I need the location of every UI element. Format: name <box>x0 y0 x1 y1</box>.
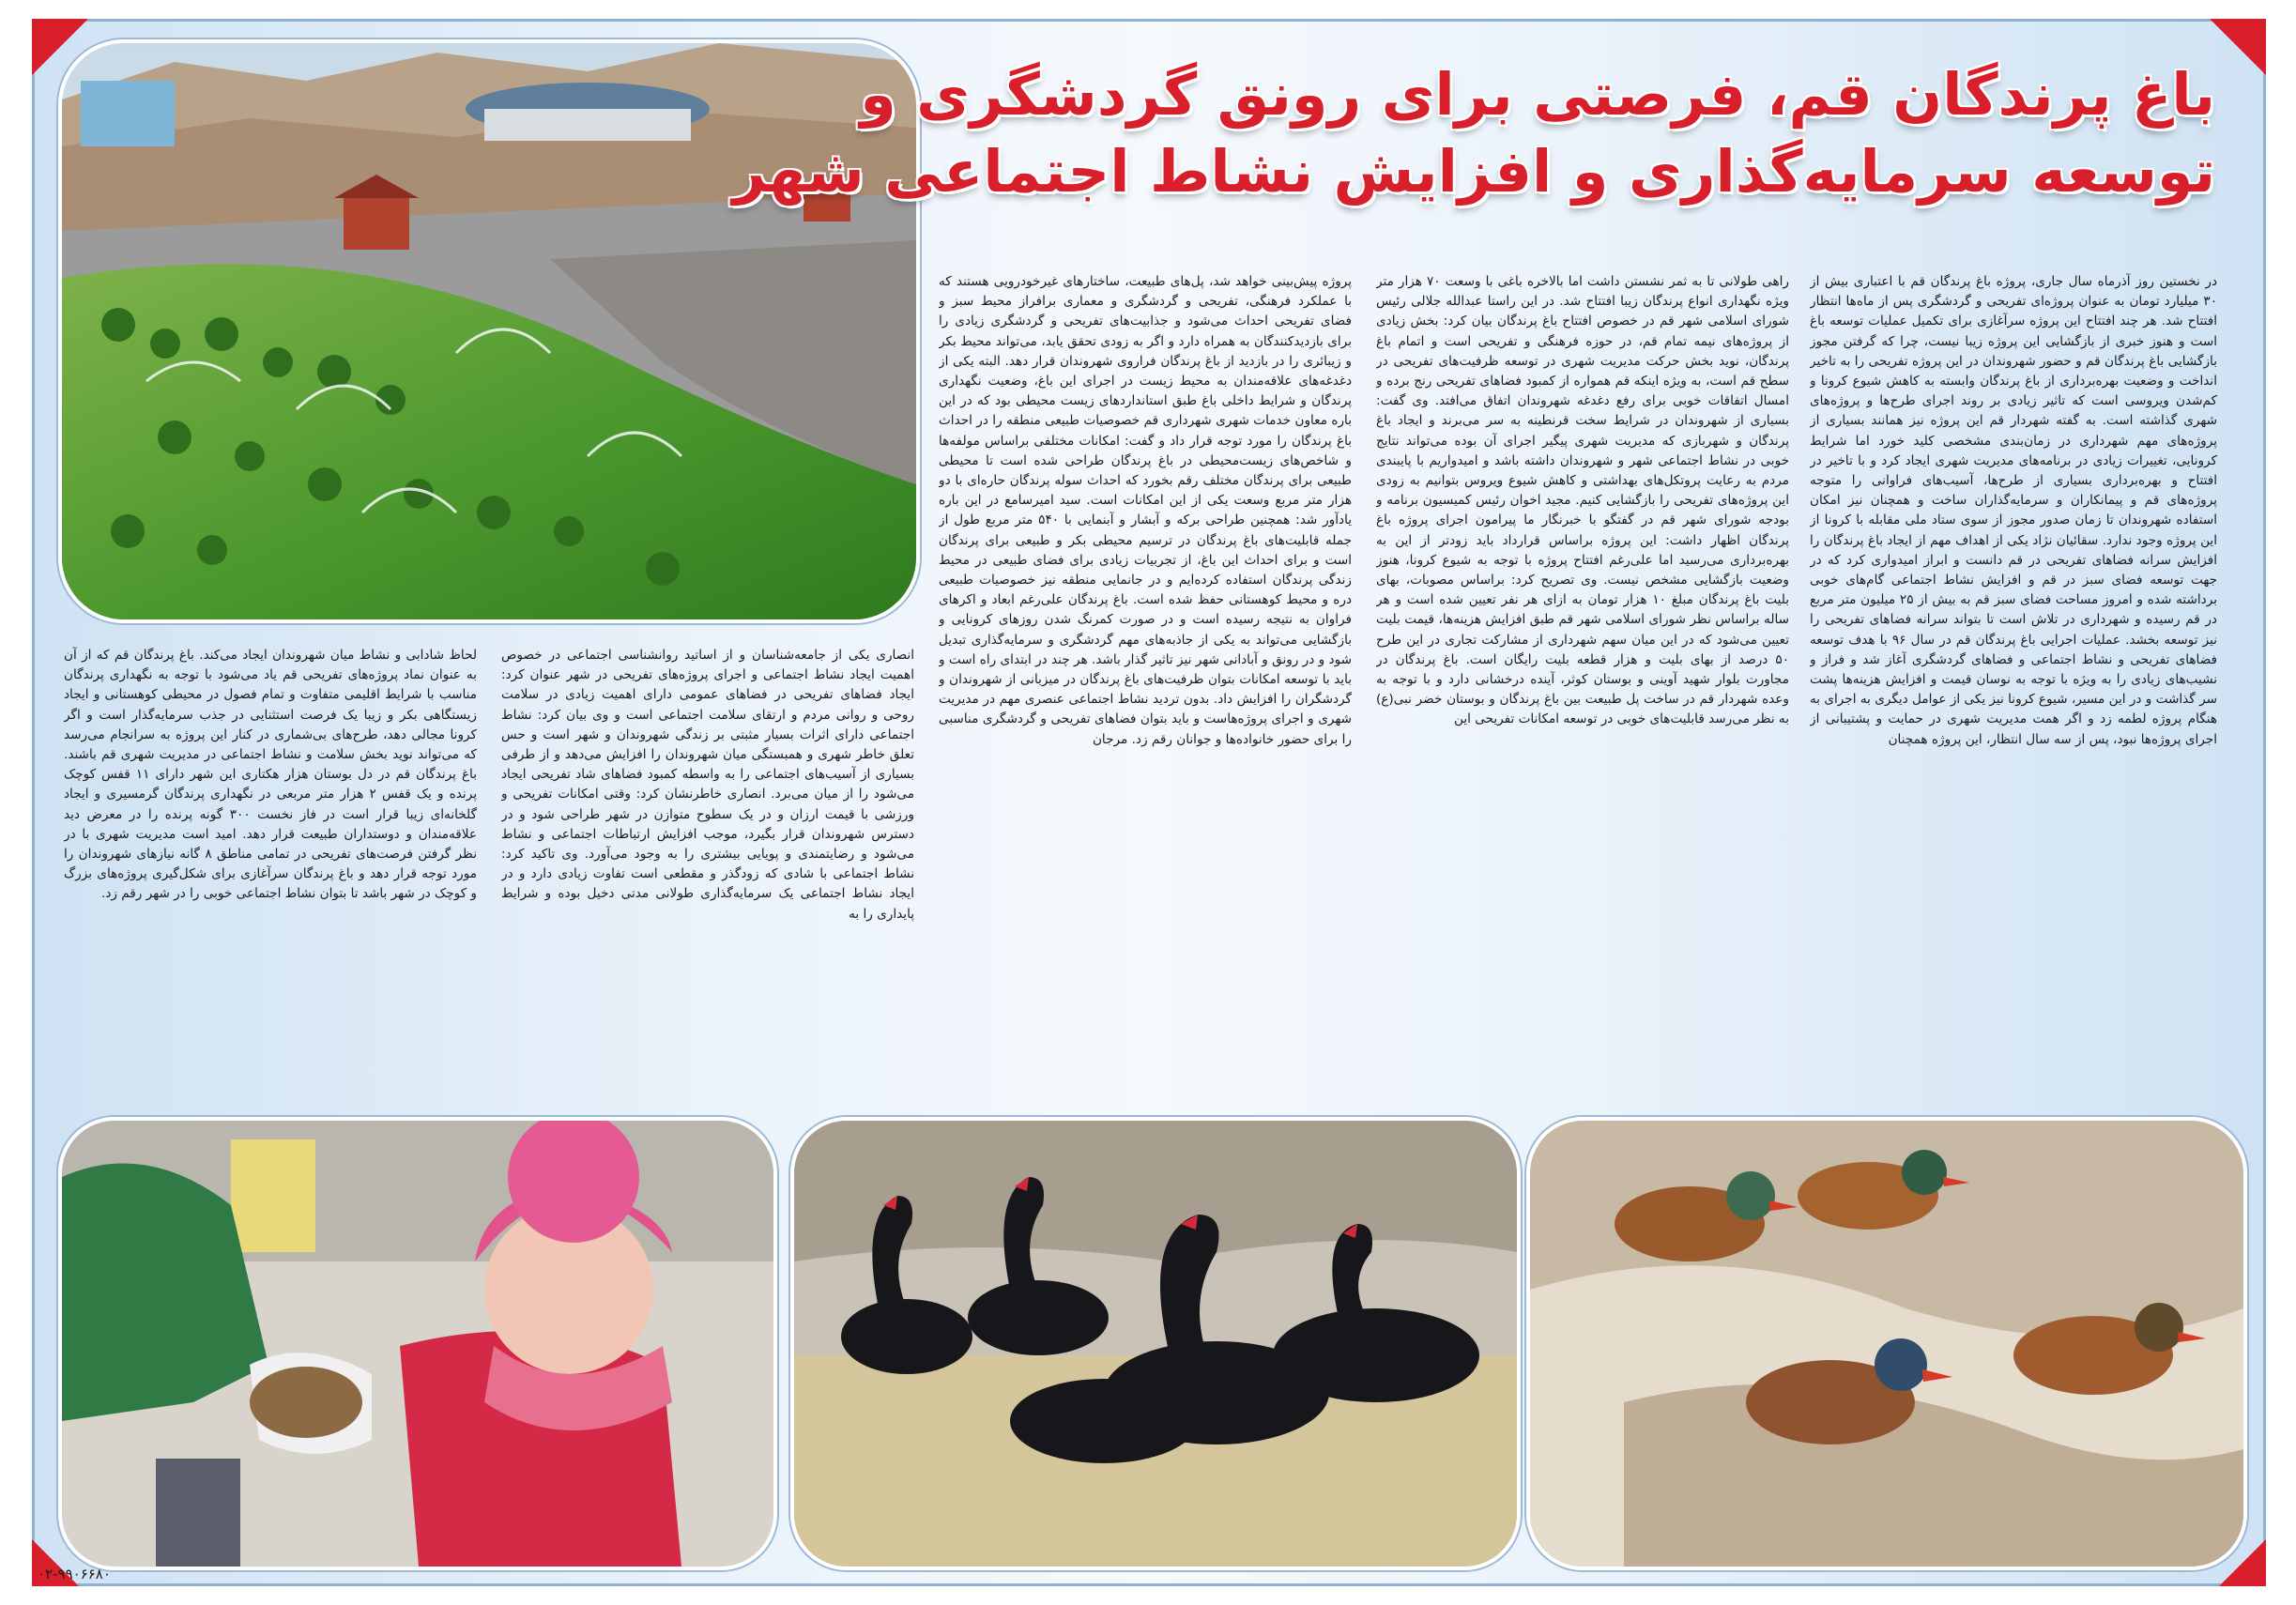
article-column-3: پروژه پیش‌بینی خواهد شد، پل‌های طبیعت، ساختارهای غیرخودرویی هستند که با عملکرد فرهنگی، تفریحی و گردشگری و معماری برافراز محیط سبز و فضای تفریحی احداث می‌شود و جذابیت‌های تفریحی و گردشگری زیادی را برای بازدیدکنندگان به همراه دارد و اگر به زودی تحقق یابد، می‌تواند محیط بکر و زیبائری را در بازدید از باغ پرندگان فراروی شهروندان قرار دهد. البته یکی از دغدغه‌های علاقه‌مندان به محیط زیست در اجرای این باغ، وضعیت نگهداری پرندگان و شرایط داخلی باغ طبق استانداردهای زیست محیطی بود که در این باره معاون خدمات شهری شهرداری قم خصوصیات طبیعی منطقه را در احداث باغ پرندگان را مورد توجه قرار داد و گفت: امکانات مختلفی براساس مولفه‌ها و شاخص‌های زیست‌محیطی در باغ پرندگان طراحی شده است تا محیطی طبیعی برای پرندگان مختلف رقم بخورد که احداث سوله پرندگان حاره‌ای با دو هزار متر مربع وسعت یکی از این امکانات است. سید امیرسامع در این باره یادآور شد: همچنین طراحی برکه و آبشار و آبنمایی با ۵۴۰ متر مربع طول از جمله قابلیت‌های باغ پرندگان در ترسیم محیطی بکر و طبیعی برای پرندگان است و برای احداث این باغ، از تجربیات زیادی برای فضای طبیعی در محیط زندگی پرندگان استفاده کرده‌ایم و در جانمایی منطقه نیز خصوصیات طبیعی دره و محیط کوهستانی حفظ شده است. باغ پرندگان علی‌رغم ابعاد و اکرهای فراوان به نتیجه رسیده است و در صورت کمرنگ شدن روزهای کرونایی و بازگشایی می‌تواند به یکی از جاذبه‌های مهم گردشگری و سرمایه‌گذاری تبدیل شود و در رونق و آبادانی شهر نیز تاثیر گذار باشد. هر چند در ابتدای راه است و باید با توسعه امکانات بتوان ظرفیت‌های باغ پرندگان در میزبانی از شهروندان و گردشگران را افزایش داد. بدون تردید نشاط اجتماعی عنصری مهم در مدیریت شهری و اجرای پروژه‌هاست و باید بتوان فضاهای تفریحی و گردشگری مناسبی را برای حضور خانواده‌ها و جوانان رقم زد. مرجان <box>939 274 1352 747</box>
bird-garden-photo <box>58 39 920 623</box>
mandarin-ducks-photo <box>1526 1117 2247 1570</box>
article-column-5: لحاظ شادابی و نشاط میان شهروندان ایجاد می‌کند. باغ پرندگان قم که از آن به عنوان نماد پروژه‌های تفریحی قم یاد می‌شود با توجه به نگهداری پرندگان مناسب با شرایط اقلیمی متفاوت و تمام فصول در محیطی کوهستانی و ایجاد زیستگاهی بکر و زیبا یک فرصت استثنایی در جذب سرمایه‌گذار است و اگر کرونا مجالی دهد، طرح‌های بی‌شماری در کنار این پروژه به سرانجام می‌رسد که می‌تواند نوید بخش سلامت و نشاط اجتماعی در مدیریت شهری قم باشند. باغ پرندگان قم در دل بوستان هزار هکتاری این شهر دارای ۱۱ قفس کوچک پرنده و یک قفس ۲ هزار متر مربعی در نگهداری پرندگان گرمسیری و ایجاد گلخانه‌ای زیبا قرار است در فاز نخست ۳۰۰ گونه پرنده را در معرض دید علاقه‌مندان و دوستداران طبیعت قرار دهد. امید است مدیریت شهری با در نظر گرفتن فرصت‌های تفریحی در تمامی مناطق ۸ گانه نیازهای شهروندان را مورد توجه قرار دهد و باغ پرندگان سرآغازی برای شکل‌گیری پروژه‌های بزرگ و کوچک در شهر باشد تا بتوان نشاط اجتماعی خوبی را در شهر رقم زد. <box>64 648 477 902</box>
article-column-4: انصاری یکی از جامعه‌شناسان و از اساتید روانشناسی اجتماعی در خصوص اهمیت ایجاد نشاط اجتماعی و اجرای پروژه‌های تفریحی در شهر عنوان کرد: ایجاد فضاهای تفریحی در فضاهای عمومی دارای اهمیت زیادی در سلامت روحی و روانی مردم و ارتقای سلامت اجتماعی است و وی بیان کرد: نشاط اجتماعی دارای اثرات بسیار مثبتی بر زندگی شهروندان و شهر است و حس تعلق خاطر شهری و همبستگی میان شهروندان را افزایش می‌دهد و از طرفی بسیاری از آسیب‌های اجتماعی را به واسطه کمبود فضاهای شاد تفریحی ایجاد می‌شود را از میان می‌برد. انصاری خاطرنشان کرد: وقتی امکانات تفریحی و ورزشی با قیمت ارزان و در یک سطوح متوازن در شهر طراحی شود و در دسترس شهروندان قرار بگیرد، موجب افزایش ارتباطات اجتماعی و نشاط می‌شود و رضایتمندی و پویایی بیشتری را به وجود می‌آورد. وی تاکید کرد: نشاط اجتماعی با شادی که زودگذر و مقطعی است تفاوت زیادی دارد و در ایجاد نشاط اجتماعی یک سرمایه‌گذاری طولانی مدتی دخیل بوده و شرایط پایداری را به <box>501 648 914 922</box>
headline-line-2: توسعه سرمایه‌گذاری و افزایش نشاط اجتماعی شهر <box>732 137 2215 206</box>
headline-line-1: باغ پرندگان قم، فرصتی برای رونق گردشگری و <box>860 60 2215 129</box>
corner-ornament <box>2210 19 2266 75</box>
article-column-2: راهی طولانی تا به ثمر نشستن داشت اما بالاخره باغی با وسعت ۷۰ هزار متر ویژه نگهداری انواع پرندگان زیبا افتتاح شد. در این راستا عبدالله جلالی رئیس شورای اسلامی شهر قم در خصوص افتتاح باغ پرندگان بیان کرد: بخش زیادی از پروژه‌های نیمه تمام قم، در حوزه فرهنگی و تفریحی است و اتمام باغ پرندگان، نوید بخش حرکت مدیریت شهری در توسعه ظرفیت‌های تفریحی در سطح قم است، به ویژه اینکه قم همواره از کمبود فضاهای تفریحی رنج برده و امسال اتفاقات خوبی برای رفع دغدغه شهروندان اتفاق می‌افتد. وی گفت: بسیاری از شهروندان در شرایط سخت قرنطینه به سر می‌برند و ایجاد باغ پرندگان و شهربازی که مدیریت شهری پیگیر اجرای آن بوده می‌تواند نتایج خوبی در نشاط اجتماعی شهر و شهروندان داشته باشد و امیدواریم با پایبندی مردم به رعایت پروتکل‌های بهداشتی و کاهش شیوع ویروس بتوانیم به زودی این پروژه‌های تفریحی را بازگشایی کنیم. مجید اخوان رئیس کمیسیون برنامه و بودجه شورای شهر قم در گفتگو با خبرنگار ما پیرامون اجرای پروژه باغ پرندگان اظهار داشت: این پروژه براساس قرارداد باید زودتر از این به بهره‌برداری می‌رسید اما علی‌رغم افتتاح پروژه با توجه به شیوع کرونا، هنوز وضعیت بازگشایی مشخص نیست. وی تصریح کرد: براساس مصوبات، بهای بلیت باغ پرندگان مبلغ ۱۰ هزار تومان به ازای هر نفر تعیین شده است و هر ساله براساس نظر شورای اسلامی شهر قم طبق افزایش هزینه‌ها، قیمت بلیت تعیین می‌شود که در این میان سهم شهرداری از مشارکت تجاری در این طرح ۵۰ درصد از بهای بلیت و هزار قطعه بلیت رایگان است. باغ پرندگان در مجاورت بلوار شهید آوینی و بوستان کوثر، آینده درخشانی دارد و با توجه به وعده شهردار قم در ساخت پل طبیعت بین باغ پرندگان و بوستان خضر نبی(ع) به نظر می‌رسد قابلیت‌های خوبی در توسعه امکانات تفریحی این <box>1376 274 1789 727</box>
article-headline <box>732 56 2215 210</box>
child-holding-bird-photo <box>58 1117 777 1570</box>
black-swans-photo <box>790 1117 1521 1570</box>
article-column-1: در نخستین روز آذرماه سال جاری، پروژه باغ پرندگان قم با اعتباری بیش از ۳۰ میلیارد تومان به عنوان پروژه‌ای تفریحی و گردشگری پس از ماه‌ها انتظار افتتاح شد. هر چند افتتاح این پروژه سرآغازی برای تکمیل عملیات توسعه باغ است و هنوز خبری از بازگشایی این پروژه زیبا نیست، چرا که گرفتن مجوز بازگشایی باغ پرندگان قم و حضور شهروندان در این پروژه تفریحی را به تاخیر انداخت و وضعیت بهره‌برداری از باغ پرندگان وابسته به کاهش شیوع کرونا و کم‌شدن ویروسی است که تاثیر زیادی بر روند اجرای طرح‌ها و پروژه‌های شهری گذاشته است. به گفته شهردار قم این پروژه نیز همانند بسیاری از پروژه‌های مهم شهرداری در زمان‌بندی مشخصی کلید خورد اما شرایط کرونایی، تغییرات زیادی در برنامه‌های مدیریت شهری ایجاد کرد و با تاخیر در افتتاح و بهره‌برداری بسیاری از طرح‌ها، آسیب‌های فراوانی را متوجه پروژه‌های قم و پیمانکاران و سرمایه‌گذاران ساخت و همچنان نیز امکان استفاده شهروندان تا زمان صدور مجوز از سوی ستاد ملی مقابله با کرونا از این پروژه وجود ندارد. سقائیان نژاد یکی از اهداف مهم از ایجاد باغ پرندگان را افزایش سرانه فضاهای تفریحی در قم دانست و ابراز امیدواری کرد که در جهت توسعه فضای سبز در قم و افزایش نشاط اجتماعی گام‌های خوبی برداشته شده و امروز مساحت فضای سبز قم به بیش از ۲۵ میلیون متر مربع در قم رسیده و شهرداری در تلاش است تا بتواند سرانه فضاهای تفریحی را نیز توسعه بخشد. عملیات اجرایی باغ پرندگان قم در سال ۹۶ با هدف توسعه فضاهای تفریحی و نشاط اجتماعی و فضاهای گردشگری آغاز شد و فراز و نشیب‌های زیادی را به ویژه با توجه به نوسان قیمت و افزایش هزینه‌ها پشت سر گذاشت و در این مسیر، شیوع کرونا نیز یکی از عوامل دیگری به اجرای به هنگام پروژه لطمه زد و اگر همت مدیریت شهری در حمایت و پشتیبانی از اجرای پروژه‌ها نبود، پس از سه سال انتظار، این پروژه همچنان <box>1810 274 2217 747</box>
footer-code: ۰۲-۹۹۰۶۶۸۰ <box>38 1566 111 1582</box>
